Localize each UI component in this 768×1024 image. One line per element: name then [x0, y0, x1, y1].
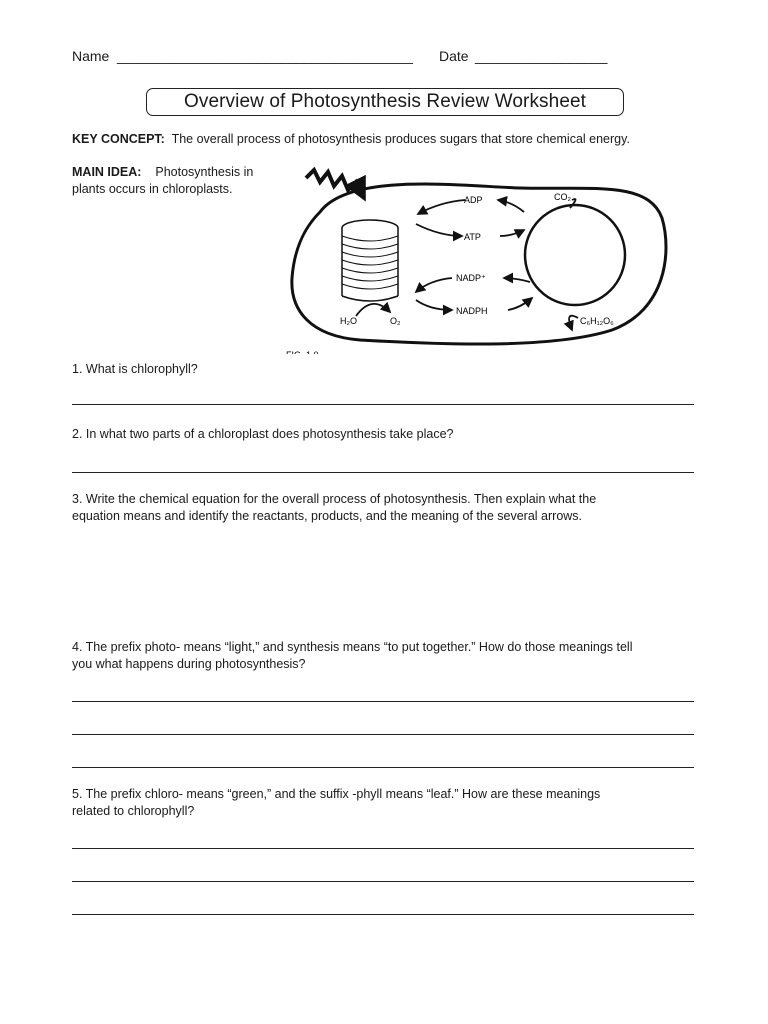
label-glucose: C₆H₁₂O₆	[580, 316, 614, 326]
question-4-line-2: you what happens during photosynthesis?	[72, 657, 306, 671]
label-nadph: NADPH	[456, 306, 488, 316]
label-nadp: NADP⁺	[456, 273, 486, 283]
answer-line-q5-2[interactable]	[72, 881, 694, 882]
label-atp: ATP	[464, 232, 481, 242]
main-idea-label: MAIN IDEA:	[72, 165, 142, 179]
worksheet-title: Overview of Photosynthesis Review Worksheet	[146, 88, 624, 116]
granum-stack-icon	[342, 220, 398, 301]
answer-line-q2[interactable]	[72, 472, 694, 473]
question-5-line-1: 5. The prefix chloro- means “green,” and the suffix -phyll means “leaf.” How are these meanings	[72, 787, 601, 801]
name-label: Name	[72, 48, 110, 64]
label-o2: O₂	[390, 316, 401, 326]
question-3	[72, 491, 596, 525]
answer-line-q1[interactable]	[72, 404, 694, 405]
answer-area-q3[interactable]	[72, 530, 694, 630]
main-idea-text-2: plants occurs in chloroplasts.	[72, 182, 233, 196]
label-h2o: H₂O	[340, 316, 357, 326]
question-1: 1. What is chlorophyll?	[72, 362, 198, 376]
key-concept-text: The overall process of photosynthesis produces sugars that store chemical energy.	[171, 132, 630, 146]
answer-line-q4-3[interactable]	[72, 767, 694, 768]
question-3-line-1: 3. Write the chemical equation for the overall process of photosynthesis. Then explain what the	[72, 492, 597, 506]
answer-line-q5-3[interactable]	[72, 914, 694, 915]
question-5-line-2: related to chlorophyll?	[72, 804, 195, 818]
key-concept	[72, 131, 630, 148]
answer-line-q4-1[interactable]	[72, 701, 694, 702]
date-field[interactable]: _________________	[475, 48, 608, 64]
sunlight-bolt-icon	[306, 170, 364, 198]
question-5	[72, 786, 600, 820]
name-field[interactable]: ______________________________________	[117, 48, 413, 64]
chloroplast-diagram	[280, 160, 680, 360]
answer-line-q5-1[interactable]	[72, 848, 694, 849]
question-4	[72, 639, 633, 673]
label-adp: ADP	[464, 195, 483, 205]
calvin-cycle-circle	[525, 205, 625, 305]
question-4-line-1: 4. The prefix photo- means “light,” and synthesis means “to put together.” How do those meanings tell	[72, 640, 633, 654]
question-2: 2. In what two parts of a chloroplast does photosynthesis take place?	[72, 427, 454, 441]
key-concept-label: KEY CONCEPT:	[72, 132, 165, 146]
answer-line-q4-2[interactable]	[72, 734, 694, 735]
main-idea	[72, 164, 253, 198]
date-label: Date	[439, 48, 469, 64]
label-co2: CO₂	[554, 192, 571, 202]
main-idea-text-1: Photosynthesis in	[155, 165, 254, 179]
question-3-line-2: equation means and identify the reactants, products, and the meaning of the several arrows.	[72, 509, 583, 523]
